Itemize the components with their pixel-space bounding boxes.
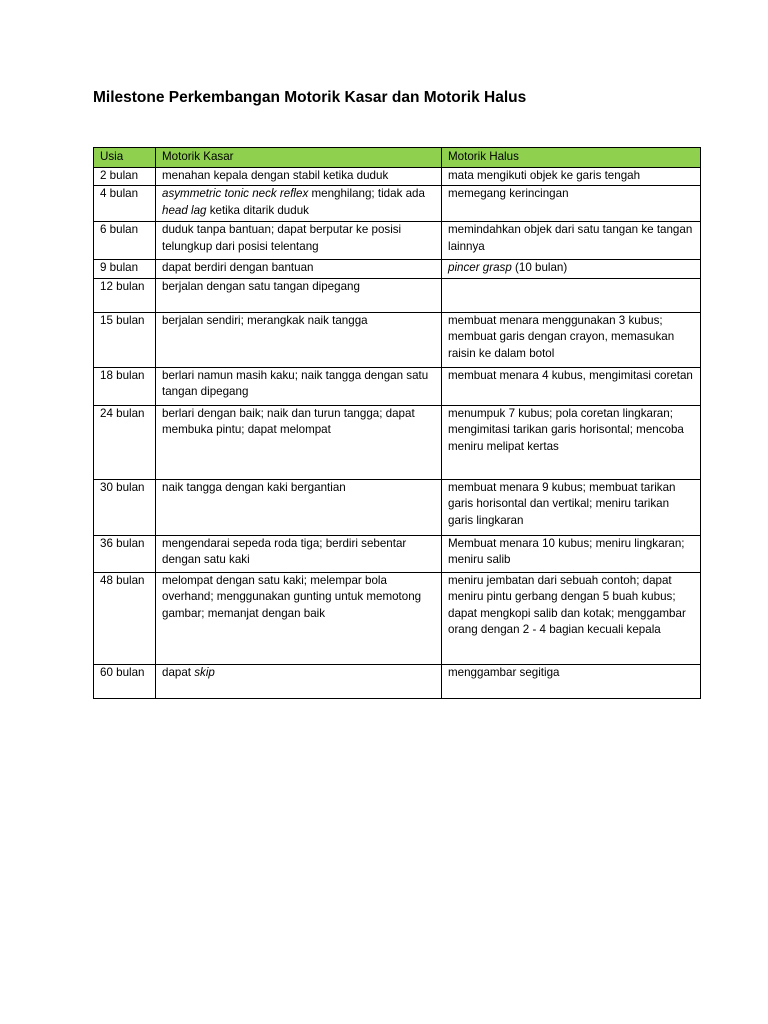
table-row xyxy=(94,186,701,222)
cell-motorik-kasar: dapat berdiri dengan bantuan xyxy=(156,260,442,279)
cell-motorik-kasar: asymmetric tonic neck reflex menghilang; tidak ada head lag ketika ditarik duduk xyxy=(156,186,442,222)
cell-usia: 6 bulan xyxy=(94,222,156,260)
cell-motorik-halus: mata mengikuti objek ke garis tengah xyxy=(442,167,701,186)
cell-usia: 30 bulan xyxy=(94,479,156,535)
cell-motorik-kasar: dapat skip xyxy=(156,664,442,698)
header-motorik-kasar: Motorik Kasar xyxy=(156,148,442,168)
cell-usia: 60 bulan xyxy=(94,664,156,698)
table-row xyxy=(94,278,701,312)
table-row xyxy=(94,367,701,405)
table-row xyxy=(94,312,701,367)
cell-motorik-halus: membuat menara menggunakan 3 kubus; membuat garis dengan crayon, memasukan raisin ke dalam botol xyxy=(442,312,701,367)
table-row xyxy=(94,572,701,664)
cell-usia: 12 bulan xyxy=(94,278,156,312)
cell-motorik-halus: meniru jembatan dari sebuah contoh; dapat meniru pintu gerbang dengan 5 buah kubus; dapat mengkopi salib dan kotak; menggambar orang dengan 2 - 4 bagian kecuali kepala xyxy=(442,572,701,664)
table-row xyxy=(94,222,701,260)
cell-motorik-halus: membuat menara 4 kubus, mengimitasi coretan xyxy=(442,367,701,405)
cell-motorik-halus: membuat menara 9 kubus; membuat tarikan garis horisontal dan vertikal; meniru tarikan garis lingkaran xyxy=(442,479,701,535)
italic-term: asymmetric tonic neck reflex xyxy=(162,187,309,200)
italic-term: skip xyxy=(194,665,215,679)
table-row xyxy=(94,167,701,186)
cell-motorik-kasar: berlari dengan baik; naik dan turun tangga; dapat membuka pintu; dapat melompat xyxy=(156,405,442,479)
cell-motorik-kasar: menahan kepala dengan stabil ketika duduk xyxy=(156,167,442,186)
table-header-row xyxy=(94,148,701,168)
cell-motorik-kasar: duduk tanpa bantuan; dapat berputar ke posisi telungkup dari posisi telentang xyxy=(156,222,442,260)
cell-motorik-halus: Membuat menara 10 kubus; meniru lingkaran; meniru salib xyxy=(442,535,701,572)
table-row xyxy=(94,405,701,479)
header-motorik-halus: Motorik Halus xyxy=(442,148,701,168)
cell-motorik-halus: menggambar segitiga xyxy=(442,664,701,698)
cell-usia: 4 bulan xyxy=(94,186,156,222)
cell-motorik-kasar: mengendarai sepeda roda tiga; berdiri sebentar dengan satu kaki xyxy=(156,535,442,572)
table-row xyxy=(94,535,701,572)
cell-motorik-halus: memindahkan objek dari satu tangan ke tangan lainnya xyxy=(442,222,701,260)
cell-motorik-kasar: melompat dengan satu kaki; melempar bola overhand; menggunakan gunting untuk memotong gambar; memanjat dengan baik xyxy=(156,572,442,664)
cell-usia: 9 bulan xyxy=(94,260,156,279)
table-row xyxy=(94,664,701,698)
milestone-table xyxy=(93,147,701,699)
document-title: Milestone Perkembangan Motorik Kasar dan Motorik Halus xyxy=(93,89,527,106)
cell-motorik-halus: memegang kerincingan xyxy=(442,186,701,222)
cell-usia: 48 bulan xyxy=(94,572,156,664)
cell-usia: 15 bulan xyxy=(94,312,156,367)
cell-motorik-kasar: berjalan dengan satu tangan dipegang xyxy=(156,278,442,312)
italic-term: head lag xyxy=(162,203,207,217)
cell-motorik-halus: pincer grasp (10 bulan) xyxy=(442,260,701,279)
cell-motorik-halus: menumpuk 7 kubus; pola coretan lingkaran; mengimitasi tarikan garis horisontal; mencoba meniru melipat kertas xyxy=(442,405,701,479)
cell-usia: 2 bulan xyxy=(94,167,156,186)
cell-motorik-kasar: berjalan sendiri; merangkak naik tangga xyxy=(156,312,442,367)
cell-motorik-kasar: naik tangga dengan kaki bergantian xyxy=(156,479,442,535)
cell-motorik-kasar: berlari namun masih kaku; naik tangga dengan satu tangan dipegang xyxy=(156,367,442,405)
cell-usia: 36 bulan xyxy=(94,535,156,572)
cell-usia: 24 bulan xyxy=(94,405,156,479)
cell-motorik-halus xyxy=(442,278,701,312)
table-row xyxy=(94,260,701,279)
italic-term: pincer grasp xyxy=(448,261,512,274)
table-row xyxy=(94,479,701,535)
cell-usia: 18 bulan xyxy=(94,367,156,405)
header-usia: Usia xyxy=(94,148,156,168)
